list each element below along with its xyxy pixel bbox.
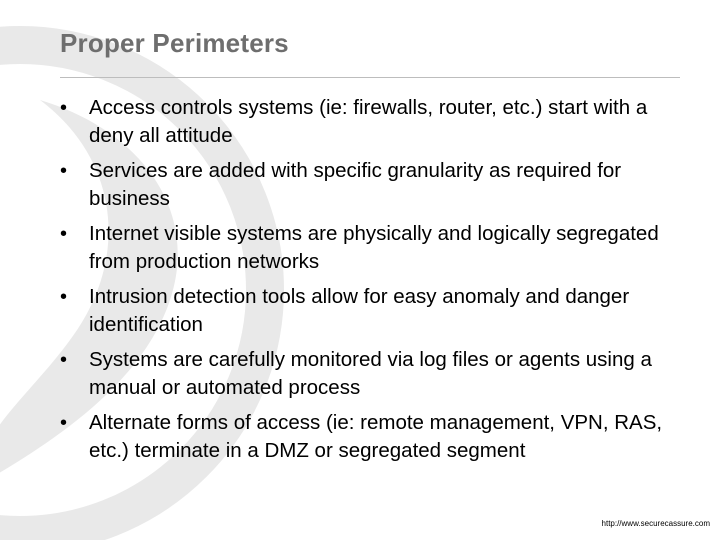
bullet-text: Intrusion detection tools allow for easy anomaly and danger identification (89, 285, 630, 336)
list-item (56, 157, 686, 213)
list-item (56, 346, 686, 402)
bullet-text: Internet visible systems are physically and logically segregated from production networks (89, 222, 659, 273)
list-item (56, 409, 686, 465)
bullet-icon: • (60, 223, 68, 245)
bullet-icon: • (60, 349, 68, 371)
bullet-icon: • (60, 97, 68, 119)
title-divider (60, 77, 680, 78)
bullet-text: Systems are carefully monitored via log files or agents using a manual or automated process (89, 348, 652, 399)
page-title: Proper Perimeters (60, 28, 289, 58)
footer-url-link[interactable]: http://www.securecassure.com (601, 519, 710, 528)
list-item (56, 94, 686, 150)
list-item (56, 220, 686, 276)
bullet-list (56, 94, 686, 472)
bullet-icon: • (60, 286, 68, 308)
bullet-text: Alternate forms of access (ie: remote management, VPN, RAS, etc.) terminate in a DMZ or segregated segment (89, 411, 663, 462)
list-item (56, 283, 686, 339)
bullet-icon: • (60, 412, 68, 434)
bullet-icon: • (60, 160, 68, 182)
bullet-text: Services are added with specific granularity as required for business (89, 159, 622, 210)
bullet-text: Access controls systems (ie: firewalls, router, etc.) start with a deny all attitude (89, 96, 648, 147)
